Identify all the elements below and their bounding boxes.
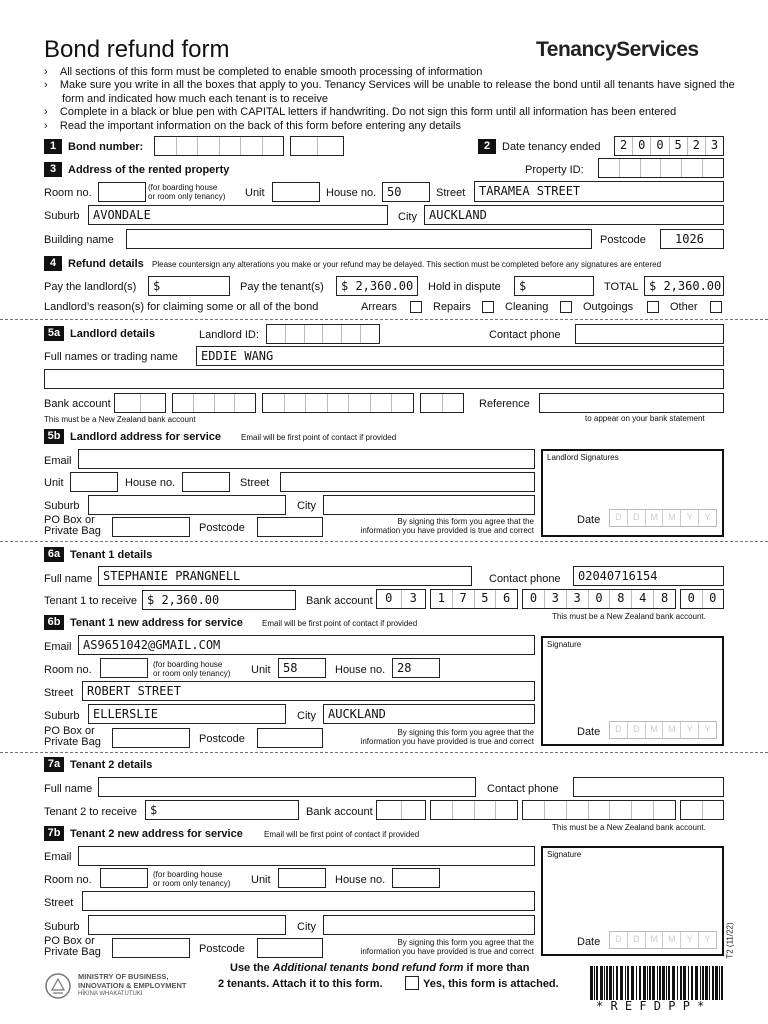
- date-placeholder-char: M: [645, 932, 663, 948]
- landlord-bank-account-input[interactable]: [262, 393, 414, 413]
- tenant1-receive-label: Tenant 1 to receive: [44, 595, 137, 607]
- barcode-bar: [662, 966, 665, 1000]
- tenant1-unit-value: 58: [283, 661, 298, 675]
- tenant1-email-label: Email: [44, 641, 72, 653]
- tenant2-email-input[interactable]: [78, 846, 535, 866]
- tenant2-nz-bank-note: This must be a New Zealand bank account.: [552, 823, 706, 832]
- landlord-fullname-value: EDDIE WANG: [201, 349, 274, 363]
- barcode-bar: [712, 966, 714, 1000]
- tenant1-contact-label: Contact phone: [489, 573, 561, 585]
- tenant1-street-input[interactable]: [82, 681, 535, 701]
- tenant1-date-input[interactable]: [609, 721, 717, 739]
- tenant1-house-input[interactable]: [392, 658, 440, 678]
- date-placeholder-char: M: [662, 722, 680, 738]
- additional-tenants-note: Use the Additional tenants bond refund form if more than: [230, 962, 530, 974]
- barcode-bar: [604, 966, 605, 1000]
- tenant1-bank-digit: 6: [495, 590, 517, 608]
- tenant1-street-label: Street: [44, 687, 74, 699]
- postcode-label: Postcode: [600, 234, 646, 246]
- property-id-label: Property ID:: [525, 164, 584, 176]
- house-no-value: 50: [387, 185, 402, 199]
- barcode-bar: [652, 966, 655, 1000]
- barcode-bar: [649, 966, 651, 1000]
- barcode-bar: [631, 966, 634, 1000]
- tenant1-fullname-input[interactable]: [98, 566, 472, 586]
- barcode-bar: [705, 966, 708, 1000]
- tenant1-bank-digit: 4: [631, 590, 653, 608]
- tenant2-house-label: House no.: [335, 874, 386, 886]
- tenant1-agreement-text: By signing this form you agree that the information you have provided is true and correct: [360, 728, 534, 746]
- barcode-bar: [691, 966, 693, 1000]
- tenant1-date-label: Date: [577, 726, 601, 738]
- bond-number-label: Bond number:: [68, 141, 144, 153]
- tenant1-bank-digit: 7: [452, 590, 474, 608]
- divider: [0, 319, 768, 320]
- barcode-bar: [609, 966, 612, 1000]
- barcode-bar: [620, 966, 623, 1000]
- landlord-bank-bank-input[interactable]: [114, 393, 166, 413]
- landlord-signature-box[interactable]: [541, 449, 724, 537]
- tenant2-receive-input[interactable]: [145, 800, 299, 820]
- instruction-4: › Read the important information on the back of this form before entering any details: [44, 120, 462, 132]
- landlord-city-label: City: [297, 500, 316, 512]
- barcode-bar: [688, 966, 689, 1000]
- tenant1-room-input[interactable]: [100, 658, 148, 678]
- tenant2-signature-label: Signature: [547, 850, 582, 859]
- tenant2-unit-label: Unit: [251, 874, 271, 886]
- attach-note: 2 tenants. Attach it to this form.: [218, 978, 383, 990]
- tenant1-unit-label: Unit: [251, 664, 271, 676]
- tenant2-date-input[interactable]: [609, 931, 717, 949]
- tenant1-bank-digit: 5: [474, 590, 496, 608]
- building-name-label: Building name: [44, 234, 114, 246]
- tenant1-bank-bank-input[interactable]: [376, 589, 426, 609]
- date-placeholder-char: Y: [680, 510, 698, 526]
- reason-other-checkbox[interactable]: [710, 301, 722, 313]
- suburb-input[interactable]: [88, 205, 388, 225]
- total-value: $ 2,360.00: [649, 279, 722, 293]
- tenant2-date-label: Date: [577, 936, 601, 948]
- section-6a-badge: 6a: [44, 547, 64, 562]
- tenant1-address-note: Email will be first point of contact if provided: [262, 619, 418, 628]
- landlord-pobox-input[interactable]: [112, 517, 190, 537]
- reason-arrears-label: Arrears: [361, 301, 398, 313]
- tenant1-suburb-value: ELLERSLIE: [93, 707, 159, 721]
- street-input[interactable]: [474, 181, 724, 202]
- section-7a-badge: 7a: [44, 757, 64, 772]
- landlord-agreement-text: By signing this form you agree that the information you have provided is true and correct: [360, 517, 534, 535]
- barcode-bar: [657, 966, 658, 1000]
- section-6b-badge: 6b: [44, 615, 64, 630]
- section-4-badge: 4: [44, 256, 62, 271]
- tenant2-postcode-label: Postcode: [199, 943, 245, 955]
- tenant1-street-value: ROBERT STREET: [87, 684, 181, 698]
- tenant2-contact-label: Contact phone: [487, 783, 559, 795]
- landlord-bank-branch-input[interactable]: [172, 393, 256, 413]
- tenant2-bank-account-input[interactable]: [522, 800, 676, 820]
- barcode-bar: [709, 966, 710, 1000]
- barcode-bar: [606, 966, 608, 1000]
- barcode-bar: [596, 966, 598, 1000]
- attached-checkbox-label: Yes, this form is attached.: [423, 978, 559, 990]
- date-ended-digit: 2: [619, 138, 628, 152]
- property-id-input[interactable]: [598, 158, 724, 178]
- landlord-date-label: Date: [577, 514, 601, 526]
- tenant2-fullname-label: Full name: [44, 783, 93, 795]
- tenant2-fullname-input[interactable]: [98, 777, 476, 797]
- tenant2-pobox-input[interactable]: [112, 938, 190, 958]
- tenant1-signature-box[interactable]: [541, 636, 724, 746]
- landlord-house-input[interactable]: [182, 472, 230, 492]
- date-placeholder-char: D: [615, 512, 622, 522]
- pay-tenant-label: Pay the tenant(s): [240, 281, 324, 293]
- tenant2-room-input[interactable]: [100, 868, 148, 888]
- barcode-bar: [668, 966, 670, 1000]
- reference-input[interactable]: [539, 393, 724, 413]
- tenant1-bank-branch-input[interactable]: [430, 589, 518, 609]
- date-placeholder-char: D: [627, 510, 645, 526]
- page-title: Bond refund form: [44, 36, 230, 63]
- date-placeholder-char: M: [645, 722, 663, 738]
- tenant1-pobox-input[interactable]: [112, 728, 190, 748]
- date-placeholder-char: D: [615, 934, 622, 944]
- divider: [0, 752, 768, 753]
- hold-dispute-value: $: [519, 279, 527, 293]
- landlord-pobox-label: PO Box or Private Bag: [44, 514, 101, 537]
- landlord-house-label: House no.: [125, 477, 176, 489]
- barcode-bar: [666, 966, 667, 1000]
- refund-details-heading: Refund details: [68, 258, 144, 270]
- landlord-street-label: Street: [240, 477, 270, 489]
- city-label: City: [398, 211, 417, 223]
- barcode-bar: [643, 966, 646, 1000]
- refund-details-note: Please countersign any alterations you make or your refund may be delayed. This section must be completed before any signatures are entered: [152, 260, 662, 269]
- landlord-city-input[interactable]: [323, 495, 535, 515]
- reference-statement-note: to appear on your bank statement: [585, 414, 705, 423]
- tenant1-bank-digit: 8: [609, 590, 631, 608]
- barcode-bar: [594, 966, 595, 1000]
- tenant1-boarding-note: (for boarding house or room only tenancy): [153, 660, 231, 678]
- tenant1-house-label: House no.: [335, 664, 386, 676]
- pay-landlord-input[interactable]: [148, 276, 230, 296]
- tenant1-bank-digit: 0: [385, 591, 393, 605]
- date-ended-digit: 0: [632, 137, 650, 155]
- reason-repairs-label: Repairs: [433, 301, 471, 313]
- tenant1-receive-value: $ 2,360.00: [147, 593, 220, 607]
- tenant2-bank-branch-input[interactable]: [430, 800, 518, 820]
- tenant2-city-input[interactable]: [323, 915, 535, 935]
- instruction-1: › All sections of this form must be completed to enable smooth processing of information: [44, 66, 483, 78]
- tenant1-email-input[interactable]: [78, 635, 535, 655]
- landlord-date-input[interactable]: [609, 509, 717, 527]
- barcode-bar: [659, 966, 661, 1000]
- tenant2-street-input[interactable]: [82, 891, 535, 911]
- date-placeholder-char: Y: [698, 510, 716, 526]
- date-ended-digit: 0: [650, 137, 668, 155]
- city-input[interactable]: [424, 205, 724, 225]
- tenant1-email-value: AS9651042@GMAIL.COM: [83, 638, 221, 652]
- barcode-bar: [677, 966, 678, 1000]
- barcode-bar: [683, 966, 686, 1000]
- barcode-bar: [695, 966, 698, 1000]
- form-code: T2 (11/22): [725, 922, 735, 959]
- hold-dispute-input[interactable]: [514, 276, 594, 296]
- landlord-postcode-label: Postcode: [199, 522, 245, 534]
- landlord-id-input[interactable]: [266, 324, 380, 344]
- tenant1-pobox-label: PO Box or Private Bag: [44, 725, 101, 748]
- tenant2-room-label: Room no.: [44, 874, 92, 886]
- bond-number-suffix-input[interactable]: [290, 136, 344, 156]
- tenant2-street-label: Street: [44, 897, 74, 909]
- date-tenancy-ended-label: Date tenancy ended: [502, 141, 601, 153]
- landlord-email-input[interactable]: [78, 449, 535, 469]
- date-placeholder-char: Y: [680, 722, 698, 738]
- reason-cleaning-label: Cleaning: [505, 301, 549, 313]
- tenant1-fullname-value: STEPHANIE PRANGNELL: [103, 569, 241, 583]
- tenant1-receive-input[interactable]: [142, 590, 296, 610]
- barcode-bar: [680, 966, 682, 1000]
- tenant1-bank-digit: 3: [401, 590, 426, 608]
- city-value: AUCKLAND: [429, 208, 487, 222]
- boarding-note: (for boarding house or room only tenancy): [148, 183, 226, 201]
- date-placeholder-char: Y: [698, 722, 716, 738]
- tenant2-receive-label: Tenant 2 to receive: [44, 806, 137, 818]
- landlord-address-note: Email will be first point of contact if provided: [241, 433, 397, 442]
- landlord-suburb-input[interactable]: [88, 495, 286, 515]
- house-no-label: House no.: [326, 187, 377, 199]
- house-no-input[interactable]: [382, 182, 430, 202]
- tenant1-suburb-input[interactable]: [88, 704, 286, 724]
- unit-label: Unit: [245, 187, 265, 199]
- building-name-input[interactable]: [126, 229, 592, 249]
- section-2-badge: 2: [478, 139, 496, 154]
- tenant1-unit-input[interactable]: [278, 658, 326, 678]
- tenant1-fullname-label: Full name: [44, 573, 93, 585]
- barcode-bar: [639, 966, 641, 1000]
- landlord-fullname-line2-input[interactable]: [44, 369, 724, 389]
- tenant2-address-heading: Tenant 2 new address for service: [70, 828, 243, 840]
- landlord-unit-input[interactable]: [70, 472, 118, 492]
- barcode-bar: [613, 966, 614, 1000]
- reason-outgoings-label: Outgoings: [583, 301, 634, 313]
- tenant2-unit-input[interactable]: [278, 868, 326, 888]
- hold-dispute-label: Hold in dispute: [428, 281, 501, 293]
- tenant1-nz-bank-note: This must be a New Zealand bank account.: [552, 612, 706, 621]
- barcode-bar: [647, 966, 648, 1000]
- tenant1-house-value: 28: [397, 661, 412, 675]
- barcode-bar: [625, 966, 626, 1000]
- barcode-bar: [672, 966, 675, 1000]
- tenant1-bank-digit: 0: [687, 591, 695, 605]
- barcode-bar: [636, 966, 637, 1000]
- landlord-fullname-label: Full names or trading name: [44, 351, 178, 363]
- tenant2-email-label: Email: [44, 851, 72, 863]
- date-placeholder-char: D: [627, 722, 645, 738]
- barcode-bar: [590, 966, 593, 1000]
- instruction-3: › Complete in a black or blue pen with CAPITAL letters if handwriting. Do not sign this form until all information has been entered: [44, 106, 677, 118]
- room-no-input[interactable]: [98, 182, 146, 202]
- landlord-unit-label: Unit: [44, 477, 64, 489]
- tenant1-bank-suffix-input[interactable]: [680, 589, 724, 609]
- barcode-bar: [702, 966, 704, 1000]
- landlord-address-heading: Landlord address for service: [70, 431, 221, 443]
- tenant1-address-heading: Tenant 1 new address for service: [70, 617, 243, 629]
- date-placeholder-char: D: [627, 932, 645, 948]
- mbie-crest-icon: [44, 972, 72, 1000]
- section-5b-badge: 5b: [44, 429, 64, 444]
- barcode-bar: [700, 966, 701, 1000]
- bond-number-input[interactable]: [154, 136, 284, 156]
- divider: [0, 541, 768, 542]
- tenant1-contact-input[interactable]: [573, 566, 724, 586]
- tenant2-boarding-note: (for boarding house or room only tenancy): [153, 870, 231, 888]
- tenant1-signature-label: Signature: [547, 640, 582, 649]
- reason-outgoings-checkbox[interactable]: [647, 301, 659, 313]
- landlord-bank-suffix-input[interactable]: [420, 393, 464, 413]
- tenant1-bank-digit: 0: [702, 590, 724, 608]
- landlord-bank-label: Bank account: [44, 398, 111, 410]
- date-ended-digit: 3: [705, 137, 723, 155]
- section-3-badge: 3: [44, 162, 62, 177]
- date-placeholder-char: M: [645, 510, 663, 526]
- barcode-bar: [715, 966, 718, 1000]
- landlord-nz-bank-note: This must be a New Zealand bank account: [44, 415, 196, 424]
- barcode-bar: [719, 966, 720, 1000]
- landlord-postcode-input[interactable]: [257, 517, 323, 537]
- rented-property-heading: Address of the rented property: [68, 164, 230, 176]
- tenant1-bank-digit: 0: [588, 590, 610, 608]
- barcode-bar: [600, 966, 603, 1000]
- tenant2-suburb-label: Suburb: [44, 921, 80, 933]
- barcode-text: * R E F D P P *: [596, 999, 705, 1013]
- tenant1-details-heading: Tenant 1 details: [70, 549, 153, 561]
- tenant1-room-label: Room no.: [44, 664, 92, 676]
- date-placeholder-char: M: [662, 510, 680, 526]
- landlord-contact-label: Contact phone: [489, 329, 561, 341]
- unit-input[interactable]: [272, 182, 320, 202]
- section-1-badge: 1: [44, 139, 62, 154]
- tenant1-bank-digit: 8: [653, 590, 675, 608]
- reason-repairs-checkbox[interactable]: [482, 301, 494, 313]
- date-placeholder-char: D: [615, 724, 622, 734]
- suburb-value: AVONDALE: [93, 208, 151, 222]
- pay-tenant-value: $ 2,360.00: [341, 279, 414, 293]
- total-label: TOTAL: [604, 281, 639, 293]
- tenancy-services-logo: TenancyServices: [536, 38, 699, 61]
- total-input[interactable]: [644, 276, 724, 296]
- instruction-2: › Make sure you write in all the boxes that apply to you. Tenancy Services will be unable to release the bond until all tenants have signed the form and indicated how much each tenant is to receive: [44, 79, 735, 105]
- tenant1-suburb-label: Suburb: [44, 710, 80, 722]
- suburb-label: Suburb: [44, 210, 80, 222]
- tenant1-bank-account-input[interactable]: [522, 589, 676, 609]
- tenant1-city-input[interactable]: [323, 704, 535, 724]
- barcode: [590, 966, 724, 1000]
- tenant2-city-label: City: [297, 921, 316, 933]
- reason-cleaning-checkbox[interactable]: [560, 301, 572, 313]
- date-ended-digit: 5: [669, 137, 687, 155]
- section-5a-badge: 5a: [44, 326, 64, 341]
- landlord-fullname-input[interactable]: [196, 346, 724, 366]
- landlord-details-heading: Landlord details: [70, 328, 155, 340]
- reason-arrears-checkbox[interactable]: [410, 301, 422, 313]
- tenant1-bank-digit: 3: [566, 590, 588, 608]
- tenant2-house-input[interactable]: [392, 868, 440, 888]
- landlord-contact-input[interactable]: [575, 324, 724, 344]
- landlord-reasons-label: Landlord’s reason(s) for claiming some or all of the bond: [44, 301, 319, 313]
- pay-landlord-label: Pay the landlord(s): [44, 281, 137, 293]
- mbie-logo-text: MINISTRY OF BUSINESS, INNOVATION & EMPLOYMENT HĪKINA WHAKATUTUKI: [78, 972, 187, 997]
- tenant1-bank-label: Bank account: [306, 595, 373, 607]
- landlord-id-label: Landlord ID:: [199, 329, 259, 341]
- postcode-input[interactable]: [660, 229, 724, 249]
- tenant2-agreement-text: By signing this form you agree that the information you have provided is true and correct: [360, 938, 534, 956]
- tenant1-bank-digit: 1: [437, 591, 445, 605]
- tenant2-postcode-input[interactable]: [257, 938, 323, 958]
- tenant2-bank-suffix-input[interactable]: [680, 800, 724, 820]
- pay-tenant-input[interactable]: [336, 276, 418, 296]
- tenant2-bank-bank-input[interactable]: [376, 800, 426, 820]
- tenant2-pobox-label: PO Box or Private Bag: [44, 935, 101, 958]
- barcode-bar: [616, 966, 618, 1000]
- barcode-bar: [627, 966, 629, 1000]
- street-value: TARAMEA STREET: [479, 184, 581, 198]
- tenant1-postcode-label: Postcode: [199, 733, 245, 745]
- reason-other-label: Other: [670, 301, 698, 313]
- section-7b-badge: 7b: [44, 826, 64, 841]
- landlord-signature-label: Landlord Signatures: [547, 453, 619, 462]
- landlord-email-label: Email: [44, 455, 72, 467]
- landlord-street-input[interactable]: [280, 472, 535, 492]
- tenant1-bank-digit: 0: [529, 591, 538, 605]
- postcode-value: 1026: [675, 232, 704, 246]
- tenant1-bank-digit: 3: [544, 590, 566, 608]
- tenant2-address-note: Email will be first point of contact if provided: [264, 830, 420, 839]
- tenant1-city-label: City: [297, 710, 316, 722]
- landlord-suburb-label: Suburb: [44, 500, 80, 512]
- tenant2-bank-label: Bank account: [306, 806, 373, 818]
- tenant2-contact-input[interactable]: [573, 777, 724, 797]
- tenant2-suburb-input[interactable]: [88, 915, 286, 935]
- date-placeholder-char: Y: [680, 932, 698, 948]
- reference-label: Reference: [479, 398, 530, 410]
- date-placeholder-char: Y: [698, 932, 716, 948]
- tenant2-receive-value: $: [150, 803, 158, 817]
- tenant1-postcode-input[interactable]: [257, 728, 323, 748]
- tenant2-signature-box[interactable]: [541, 846, 724, 956]
- pay-landlord-value: $: [153, 279, 161, 293]
- tenant1-contact-value: 02040716154: [578, 569, 658, 583]
- tenant1-city-value: AUCKLAND: [328, 707, 386, 721]
- date-placeholder-char: M: [662, 932, 680, 948]
- street-label: Street: [436, 187, 466, 199]
- attached-checkbox[interactable]: [405, 976, 419, 990]
- room-no-label: Room no.: [44, 187, 92, 199]
- tenant2-details-heading: Tenant 2 details: [70, 759, 153, 771]
- barcode-bar: [721, 966, 723, 1000]
- date-ended-digit: 2: [687, 137, 705, 155]
- date-tenancy-ended-input[interactable]: [614, 136, 724, 156]
